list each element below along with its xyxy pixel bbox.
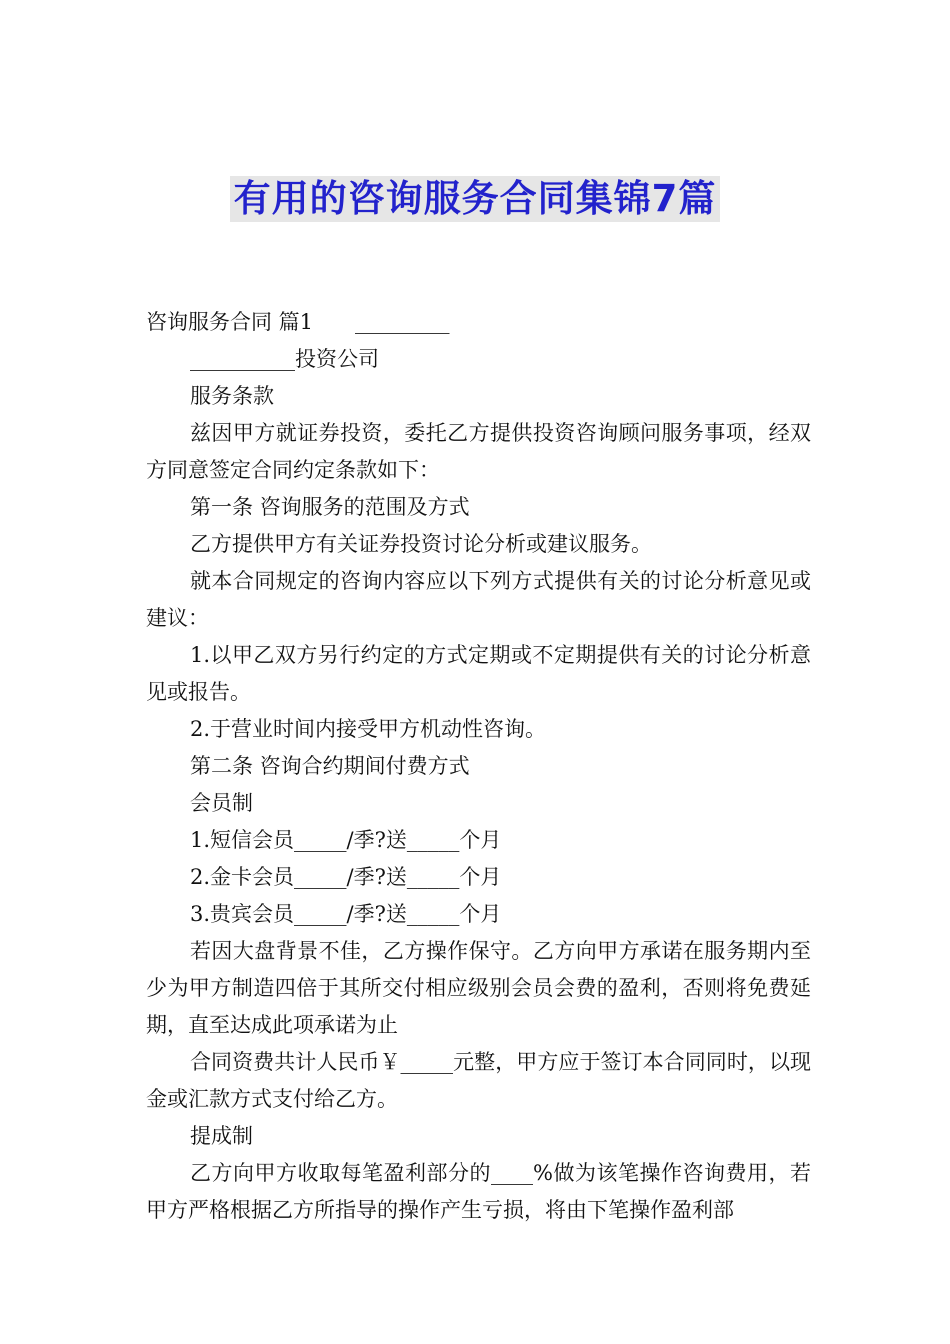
paragraph: 合同资费共计人民币￥_____元整，甲方应于签订本合同同时，以现金或汇款方式支付给乙方。 (146, 1050, 811, 1111)
list-item: 1.短信会员_____/季?送_____个月 (190, 828, 502, 852)
title-container (0, 176, 950, 222)
paragraph: 若因大盘背景不佳，乙方操作保守。乙方向甲方承诺在服务期内至少为甲方制造四倍于其所交付相应级别会员会费的盈利，否则将免费延期，直至达成此项承诺为止 (146, 939, 811, 1037)
contract-heading: 咨询服务合同 篇1 _________ (146, 310, 450, 334)
list-item: 1.以甲乙双方另行约定的方式定期或不定期提供有关的讨论分析意见或报告。 (146, 643, 811, 704)
document-body (146, 304, 811, 1229)
document-title: 有用的咨询服务合同集锦7篇 (230, 176, 721, 222)
paragraph: 就本合同规定的咨询内容应以下列方式提供有关的讨论分析意见或建议： (146, 569, 811, 630)
list-item: 2.金卡会员_____/季?送_____个月 (190, 865, 502, 889)
paragraph: 兹因甲方就证券投资，委托乙方提供投资咨询顾问服务事项，经双方同意签定合同约定条款如下： (146, 421, 811, 482)
article-heading: 第一条 咨询服务的范围及方式 (190, 495, 470, 519)
company-line: __________投资公司 (190, 347, 379, 371)
section-label: 会员制 (190, 791, 253, 815)
paragraph: 乙方向甲方收取每笔盈利部分的____%做为该笔操作咨询费用，若甲方严格根据乙方所指导的操作产生亏损，将由下笔操作盈利部 (146, 1161, 811, 1222)
section-label: 服务条款 (190, 384, 274, 408)
paragraph: 乙方提供甲方有关证券投资讨论分析或建议服务。 (190, 532, 652, 556)
article-heading: 第二条 咨询合约期间付费方式 (190, 754, 470, 778)
section-label: 提成制 (190, 1124, 253, 1148)
list-item: 3.贵宾会员_____/季?送_____个月 (190, 902, 502, 926)
list-item: 2.于营业时间内接受甲方机动性咨询。 (190, 717, 547, 741)
